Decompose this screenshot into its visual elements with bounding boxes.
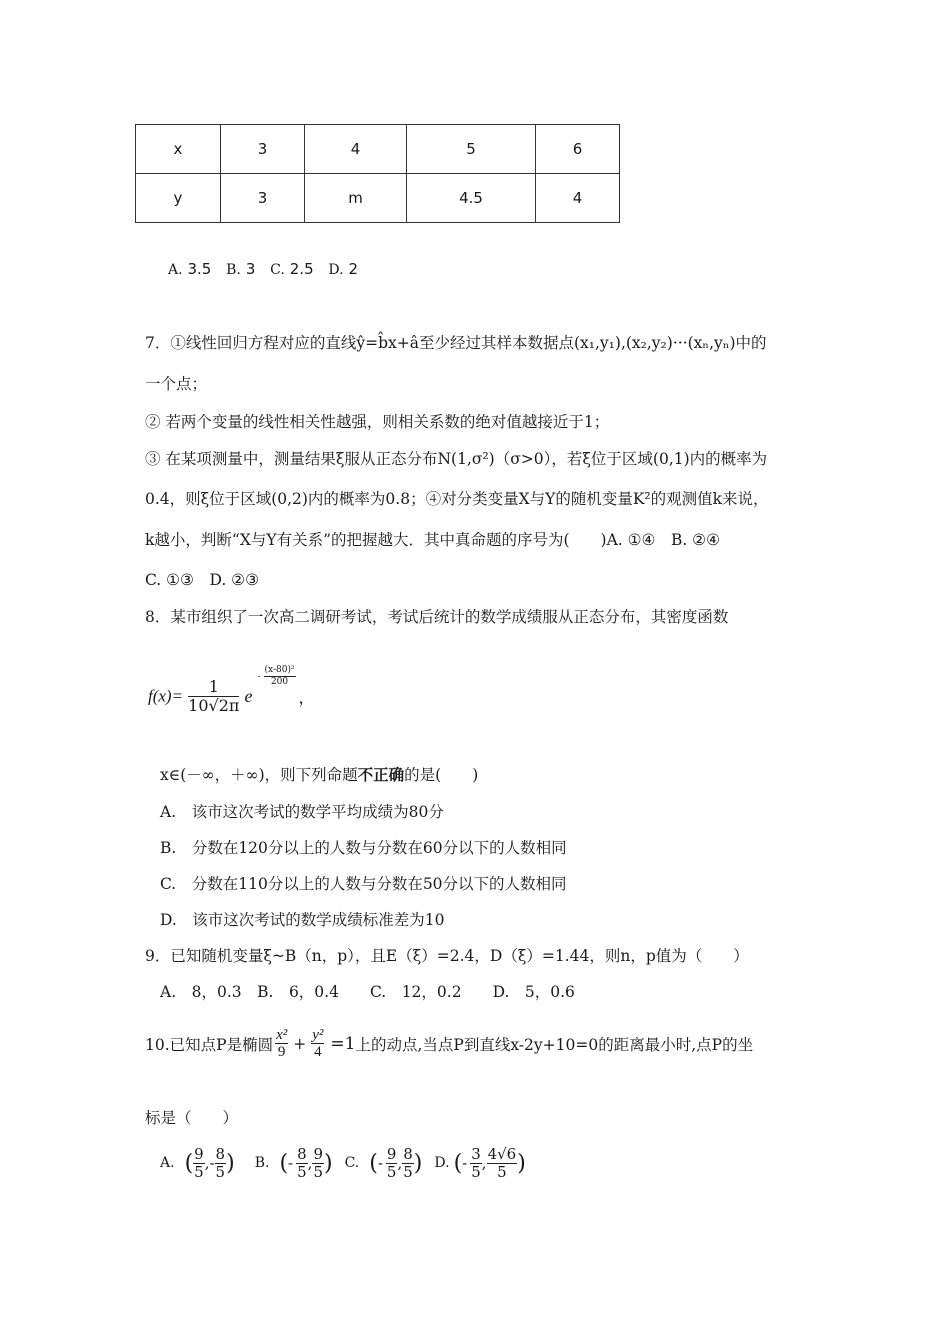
ellipse-x-numerator: x² [276, 1026, 288, 1043]
table-cell: 4 [305, 125, 407, 174]
formula-fraction [188, 678, 239, 715]
ellipse-plus: + [293, 1035, 307, 1053]
ellipse-y-denominator: 4 [314, 1044, 322, 1061]
condition-pre: x∈(－∞，＋∞)，则下列命题 [160, 766, 358, 784]
table-cell: 6 [536, 125, 620, 174]
q8-option-c: C. 分数在110分以上的人数与分数在50分以下的人数相同 [160, 875, 567, 893]
q7-line-1: 7．①线性回归方程对应的直线ŷ=b̂x+â至少经过其样本数据点(x₁,y₁),(x₂,y₂)···(xₙ,yₙ)中的 [145, 334, 767, 352]
frac-num: 8 [297, 1145, 307, 1163]
ellipse-equals: =1 [330, 1034, 356, 1054]
formula-e: e [244, 686, 253, 706]
ellipse-x-denominator: 9 [277, 1044, 286, 1061]
option-sep: , [481, 1154, 487, 1173]
q10-stem [145, 1014, 753, 1074]
exponent-denominator: 200 [270, 676, 289, 687]
ellipse-y-numerator: y² [312, 1026, 324, 1043]
formula-exponent: - (x-80)² 200 [257, 664, 295, 687]
frac-num: 9 [194, 1145, 204, 1163]
table-cell: y [136, 174, 221, 223]
frac-den: 5 [497, 1162, 507, 1181]
option-label: D. [328, 262, 344, 278]
option-label: A. [160, 1155, 175, 1172]
option-label: C. [270, 262, 285, 278]
q10-pre: 10.已知点P是椭圆 [145, 1036, 274, 1054]
table-cell: 4.5 [407, 174, 536, 223]
option-label: B. [226, 262, 241, 278]
q10-line-2: 标是（ ） [145, 1109, 239, 1127]
condition-bold: 不正确 [357, 766, 405, 784]
formula-tail: ， [298, 688, 315, 707]
formula-numerator: 1 [188, 678, 239, 697]
q10-options: A. ( $\frac{9}{5}$ ,- $\frac{8}{5}$ ) B. ( - $\frac{8}{5}$ , $\frac{9}{5}$ ) C. ( - $\frac{9}{5}$ , $\frac{8}{5}$ ) D. ( - $\frac{3}{5}$ , $\frac{4√6}{5}$ ) [160, 1145, 526, 1181]
option-sep: , [397, 1154, 403, 1173]
frac-den: 5 [215, 1162, 226, 1181]
q10-post: 上的动点,当点P到直线x-2y+10=0的距离最小时,点P的坐 [355, 1036, 754, 1054]
frac-den: 5 [313, 1162, 323, 1181]
data-table [135, 124, 620, 223]
frac-num: 8 [403, 1145, 413, 1163]
q9-options: A. 8，0.3 B. 6，0.4 C. 12，0.2 D. 5，0.6 [160, 983, 575, 1001]
option-value: 3 [245, 260, 256, 278]
q7-line-4: ③ 在某项测量中，测量结果ξ服从正态分布N(1,σ²)（σ>0），若ξ位于区域(0,1)内的概率为 [145, 450, 768, 468]
table-cell: 5 [407, 125, 536, 174]
formula-denominator: 10√2π [188, 695, 240, 715]
q6-options [168, 260, 358, 278]
frac-num: 9 [386, 1145, 397, 1163]
ellipse-fraction-x [275, 1027, 288, 1062]
q7-line-6: k越小，判断“X与Y有关系”的把握越大．其中真命题的序号为( )A. ①④ B. ②④ [145, 531, 720, 549]
option-value: 2 [348, 260, 359, 278]
table-row [136, 125, 620, 174]
q8-option-a: A. 该市这次考试的数学平均成绩为80分 [160, 803, 444, 821]
q7-line-7: C. ①③ D. ②③ [145, 571, 259, 589]
q7-line-2: 一个点； [145, 375, 208, 393]
option-label: B. [254, 1155, 270, 1172]
option-sign: - [288, 1154, 294, 1173]
formula-lhs: f(x)= [148, 686, 184, 706]
table-cell: 4 [536, 174, 620, 223]
table-row [136, 174, 620, 223]
option-sep: , [307, 1154, 313, 1173]
frac-num: 3 [471, 1145, 481, 1163]
table-cell: 3 [221, 174, 305, 223]
frac-den: 5 [471, 1162, 481, 1181]
frac-den: 5 [194, 1162, 204, 1181]
option-label: C. [344, 1155, 360, 1172]
q7-line-3: ② 若两个变量的线性相关性越强，则相关系数的绝对值越接近于1； [145, 413, 610, 431]
option-sep: ,- [204, 1154, 215, 1173]
table-cell: 3 [221, 125, 305, 174]
option-sign: - [462, 1154, 468, 1173]
frac-den: 5 [403, 1162, 413, 1181]
q9-stem: 9．已知随机变量ξ~B（n，p），且E（ξ）=2.4，D（ξ）=1.44，则n，p值为（ ） [145, 947, 749, 965]
option-value: 3.5 [187, 260, 212, 278]
frac-den: 5 [297, 1162, 307, 1181]
frac-num: 9 [313, 1145, 323, 1163]
q7-line-5: 0.4，则ξ位于区域(0,2)内的概率为0.8；④对分类变量X与Y的随机变量K²的观测值k来说， [145, 490, 769, 508]
option-label: A. [168, 262, 183, 278]
q8-option-b: B. 分数在120分以上的人数与分数在60分以下的人数相同 [160, 839, 567, 857]
option-value: 2.5 [289, 260, 314, 278]
q8-option-d: D. 该市这次考试的数学成绩标准差为10 [160, 911, 445, 929]
frac-num: 4√6 [487, 1145, 517, 1163]
table-cell: m [305, 174, 407, 223]
ellipse-fraction-y [311, 1027, 324, 1062]
option-sign: - [377, 1154, 383, 1173]
frac-num: 8 [215, 1145, 226, 1163]
q8-stem: 8．某市组织了一次高二调研考试，考试后统计的数学成绩服从正态分布，其密度函数 [145, 608, 729, 626]
condition-post: 的是( ) [404, 766, 479, 784]
density-formula [148, 664, 315, 738]
q8-condition [160, 763, 478, 785]
table-cell: x [136, 125, 221, 174]
exponent-fraction [264, 666, 296, 687]
exponent-numerator: (x-80)² [264, 664, 295, 675]
frac-den: 5 [386, 1162, 397, 1181]
option-label: D. [434, 1155, 450, 1172]
